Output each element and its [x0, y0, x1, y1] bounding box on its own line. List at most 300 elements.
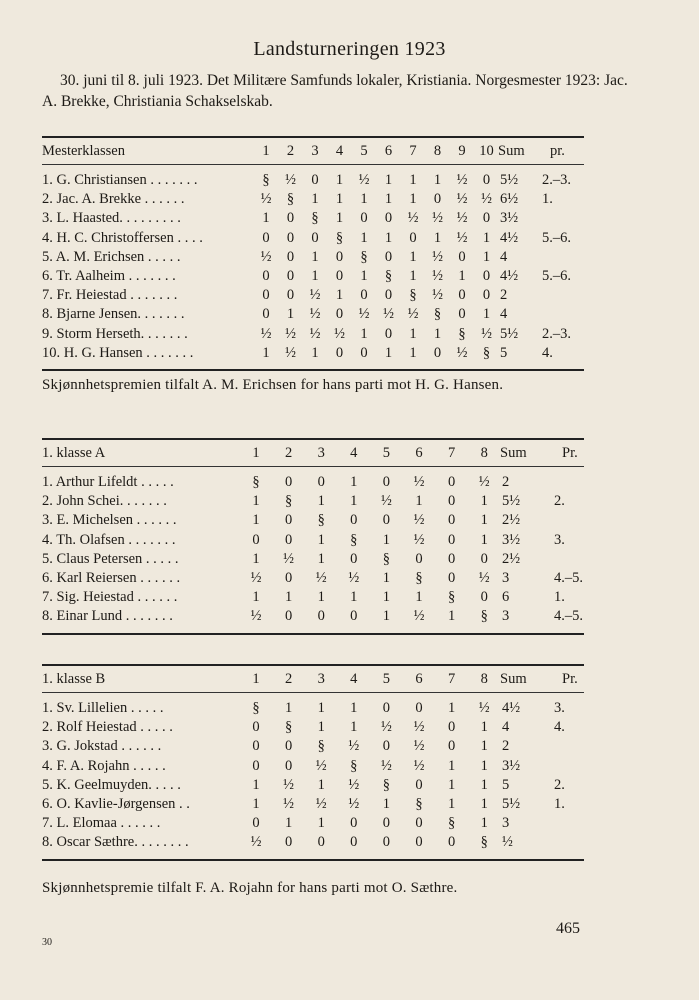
page-number: 465 [556, 920, 580, 937]
table-row [42, 171, 584, 190]
result-cell: ½ [407, 210, 419, 227]
sum-header: Sum [500, 671, 527, 687]
player-sum: 5½ [500, 325, 519, 342]
player-place: 5.–6. [542, 267, 571, 284]
result-cell: ½ [283, 550, 295, 567]
result-cell: 0 [458, 248, 466, 265]
result-cell: 1 [458, 267, 466, 284]
result-cell: ½ [334, 325, 345, 342]
player-place: 3. [554, 531, 565, 548]
intro-paragraph: 30. juni til 8. juli 1923. Det Militære Samfunds lokaler, Kristiania. Norgesmester 1923: Jac. A. Brekke, Christiania Schakselskab. [42, 72, 628, 110]
result-cell: 0 [284, 512, 293, 529]
table-row [42, 267, 584, 286]
result-cell: § [480, 608, 488, 625]
result-cell: 0 [284, 531, 293, 548]
player-sum: 2½ [502, 550, 521, 567]
player-name: 5. A. M. Erichsen . . . . . [42, 248, 181, 265]
column-header: 7 [447, 671, 456, 687]
result-cell: 0 [317, 474, 325, 490]
result-cell: 1 [384, 229, 393, 246]
result-cell: ½ [413, 608, 425, 625]
result-cell: 0 [335, 306, 344, 323]
result-cell: 0 [360, 287, 368, 304]
result-cell: 0 [480, 550, 488, 567]
result-cell: 0 [284, 474, 293, 490]
player-sum: 4 [500, 306, 508, 323]
table-heading: 1. klasse A [42, 445, 106, 461]
result-cell: 0 [447, 550, 456, 567]
player-name: 2. John Schei. . . . . . . [42, 493, 167, 510]
result-cell: § [382, 776, 391, 793]
result-cell: 1 [252, 512, 260, 529]
result-cell: ½ [260, 191, 272, 208]
result-cell: 0 [262, 306, 270, 323]
column-header: 2 [284, 671, 293, 687]
result-cell: 1 [360, 229, 368, 246]
result-cell: 0 [360, 344, 368, 361]
result-cell: 1 [482, 248, 491, 265]
result-cell: 1 [317, 531, 325, 548]
player-place: 4. [542, 344, 553, 361]
result-cell: ½ [285, 344, 296, 361]
result-cell: 0 [286, 248, 295, 265]
player-name: 4. H. C. Christoffersen . . . . [42, 229, 203, 246]
result-cell: ½ [260, 248, 272, 265]
player-name: 4. F. A. Rojahn . . . . . [42, 757, 166, 774]
result-cell: ½ [413, 474, 425, 490]
player-name: 8. Oscar Sæthre. . . . . . . . [42, 834, 189, 851]
result-cell: 0 [382, 512, 391, 529]
result-cell: 0 [284, 757, 293, 774]
result-cell: 1 [480, 493, 488, 510]
column-header: 9 [458, 143, 466, 159]
result-cell: 0 [284, 608, 293, 625]
table-row [42, 607, 584, 626]
result-cell: 1 [447, 700, 456, 716]
result-cell: ½ [432, 267, 443, 284]
beauty-prize-note-master: Skjønnhetspremien tilfalt A. M. Erichsen for hans parti mot H. G. Hansen. [42, 377, 504, 393]
player-sum: 4½ [500, 267, 519, 284]
result-cell: 1 [317, 493, 325, 510]
result-cell: 0 [350, 608, 358, 625]
result-cell: 1 [335, 210, 344, 227]
result-cell: ½ [456, 229, 468, 246]
result-cell: 0 [252, 531, 260, 548]
result-cell: 0 [447, 512, 456, 529]
result-cell: 0 [311, 172, 319, 188]
result-cell: ½ [413, 531, 425, 548]
result-cell: 1 [480, 815, 488, 832]
result-cell: 1 [350, 700, 358, 716]
result-cell: ½ [315, 757, 327, 774]
column-header: 6 [415, 671, 423, 687]
result-cell: 1 [252, 493, 260, 510]
table-row [42, 531, 584, 550]
player-name: 6. Tr. Aalheim . . . . . . . [42, 267, 176, 284]
result-cell: 1 [480, 512, 488, 529]
result-cell: ½ [250, 834, 262, 851]
result-cell: ½ [432, 287, 443, 304]
table-row [42, 511, 584, 530]
result-cell: 0 [433, 191, 442, 208]
result-cell: 0 [252, 719, 260, 736]
table-row [42, 814, 584, 833]
result-cell: 0 [284, 834, 293, 851]
result-cell: 0 [447, 834, 456, 851]
table-row [42, 492, 584, 511]
table-row [42, 305, 584, 324]
result-cell: 1 [350, 474, 358, 490]
result-cell: 0 [350, 834, 358, 851]
result-cell: 1 [311, 267, 319, 284]
result-cell: § [360, 248, 368, 265]
player-name: 8. Bjarne Jensen. . . . . . . [42, 306, 185, 323]
result-cell: 1 [284, 815, 293, 832]
result-cell: 0 [482, 210, 491, 227]
result-cell: 1 [409, 248, 417, 265]
place-header: Pr. [562, 671, 578, 687]
result-cell: ½ [348, 738, 360, 755]
result-cell: 1 [382, 589, 391, 606]
place-header: pr. [550, 143, 565, 159]
result-cell: ½ [309, 287, 321, 304]
place-header: Pr. [562, 445, 578, 461]
result-cell: 1 [262, 210, 270, 227]
player-sum: 3½ [500, 210, 519, 227]
result-cell: 1 [447, 795, 456, 812]
player-sum: 5½ [502, 795, 521, 812]
player-sum: 2 [502, 738, 510, 755]
result-cell: 1 [482, 229, 491, 246]
result-cell: § [384, 267, 393, 284]
table-row [42, 795, 584, 814]
result-cell: § [480, 834, 488, 851]
result-cell: ½ [285, 325, 296, 342]
result-cell: § [409, 287, 417, 304]
result-cell: § [262, 172, 270, 188]
result-cell: 0 [447, 531, 456, 548]
result-cell: 0 [262, 267, 270, 284]
sum-header: Sum [498, 143, 525, 159]
result-cell: 0 [286, 287, 295, 304]
result-cell: § [317, 512, 325, 529]
result-cell: § [433, 306, 442, 323]
result-cell: ½ [358, 306, 370, 323]
player-place: 2.–3. [542, 172, 571, 188]
result-cell: 0 [286, 210, 295, 227]
column-header: 6 [415, 445, 423, 461]
table-row [42, 325, 584, 344]
result-cell: 1 [317, 815, 325, 832]
result-cell: 0 [335, 267, 344, 284]
result-cell: 0 [447, 719, 456, 736]
player-name: 1. G. Christiansen . . . . . . . [42, 172, 198, 188]
result-cell: 1 [447, 608, 456, 625]
result-cell: 1 [409, 344, 417, 361]
table-heading: 1. klasse B [42, 671, 106, 687]
player-name: 7. L. Elomaa . . . . . . [42, 815, 161, 832]
result-cell: 1 [317, 700, 325, 716]
result-cell: 0 [284, 569, 293, 586]
result-cell: 1 [409, 267, 417, 284]
result-cell: ½ [380, 493, 392, 510]
result-cell: 1 [252, 776, 260, 793]
player-name: 6. Karl Reiersen . . . . . . [42, 569, 181, 586]
result-cell: ½ [478, 569, 490, 586]
result-cell: 0 [350, 512, 358, 529]
result-cell: 0 [252, 815, 260, 832]
result-cell: ½ [285, 172, 296, 188]
result-cell: 1 [252, 589, 260, 606]
result-cell: 1 [480, 531, 488, 548]
result-cell: ½ [348, 776, 360, 793]
column-header: 7 [409, 143, 417, 159]
result-cell: 1 [311, 248, 319, 265]
result-cell: 1 [382, 569, 391, 586]
result-cell: 1 [409, 172, 417, 188]
result-cell: 1 [335, 191, 344, 208]
result-cell: § [415, 795, 423, 812]
result-cell: 0 [335, 344, 344, 361]
result-cell: 0 [447, 738, 456, 755]
player-sum: 3 [502, 815, 510, 832]
player-sum: 2 [502, 474, 510, 490]
result-cell: 1 [286, 306, 295, 323]
player-name: 9. Storm Herseth. . . . . . . [42, 325, 188, 342]
player-name: 1. Sv. Lillelien . . . . . [42, 700, 164, 716]
table-row [42, 718, 584, 737]
result-cell: 0 [317, 608, 325, 625]
player-place: 1. [554, 589, 565, 606]
result-cell: 1 [433, 229, 442, 246]
result-cell: 1 [360, 267, 368, 284]
column-header: 4 [350, 445, 358, 461]
result-cell: § [350, 757, 358, 774]
player-name: 6. O. Kavlie-Jørgensen . . [42, 795, 190, 812]
column-header: 6 [384, 143, 393, 159]
result-cell: 0 [384, 210, 393, 227]
result-cell: 0 [384, 287, 393, 304]
column-header: 3 [317, 671, 325, 687]
player-name: 3. L. Haasted. . . . . . . . . [42, 210, 181, 227]
column-header: 5 [360, 143, 368, 159]
player-place: 2. [554, 493, 565, 510]
result-cell: ½ [456, 210, 468, 227]
column-header: 1 [262, 143, 270, 159]
result-cell: 1 [447, 776, 456, 793]
signature-mark: 30 [42, 937, 52, 948]
result-cell: 0 [252, 757, 260, 774]
table-row [42, 737, 584, 756]
result-cell: ½ [315, 569, 327, 586]
result-cell: 1 [317, 719, 325, 736]
result-cell: § [335, 229, 344, 246]
table-row [42, 757, 584, 776]
result-cell: ½ [250, 569, 262, 586]
column-header: 8 [480, 671, 488, 687]
table-row [42, 550, 584, 569]
result-cell: 0 [382, 834, 391, 851]
result-cell: 0 [284, 738, 293, 755]
result-cell: 0 [415, 815, 423, 832]
result-cell: 1 [360, 325, 368, 342]
column-header: 8 [480, 445, 488, 461]
result-cell: ½ [456, 172, 468, 188]
result-cell: § [447, 815, 456, 832]
result-cell: ½ [315, 795, 327, 812]
result-cell: 1 [311, 344, 319, 361]
result-cell: § [252, 700, 260, 716]
result-cell: 0 [286, 229, 295, 246]
player-name: 4. Th. Olafsen . . . . . . . [42, 531, 176, 548]
result-cell: 1 [252, 550, 260, 567]
table-bottom-rule [42, 369, 584, 371]
player-place: 3. [554, 700, 565, 716]
result-cell: 0 [286, 267, 295, 284]
result-cell: 1 [409, 191, 417, 208]
player-sum: 5½ [500, 172, 519, 188]
player-sum: 4½ [502, 700, 521, 716]
table-1-klasse-a [42, 438, 584, 635]
player-sum: 4 [500, 248, 508, 265]
player-sum: 2 [500, 287, 508, 304]
result-cell: 0 [382, 738, 391, 755]
column-header: 3 [317, 445, 325, 461]
result-cell: ½ [348, 795, 360, 812]
column-header: 5 [382, 671, 391, 687]
result-cell: 1 [480, 795, 488, 812]
result-cell: 0 [458, 306, 466, 323]
result-cell: ½ [383, 306, 394, 323]
table-row [42, 209, 584, 228]
player-name: 2. Jac. A. Brekke . . . . . . [42, 191, 185, 208]
column-header: 2 [286, 143, 295, 159]
result-cell: 1 [447, 757, 456, 774]
result-cell: § [286, 191, 295, 208]
result-cell: 0 [252, 738, 260, 755]
result-cell: 0 [447, 474, 456, 490]
result-cell: 1 [415, 589, 423, 606]
result-cell: 1 [384, 172, 393, 188]
result-cell: § [311, 210, 319, 227]
result-cell: 0 [262, 229, 270, 246]
result-cell: 1 [382, 795, 391, 812]
result-cell: ½ [358, 172, 370, 188]
result-cell: § [350, 531, 358, 548]
column-header: 8 [433, 143, 442, 159]
result-cell: § [252, 474, 260, 490]
result-cell: 0 [382, 815, 391, 832]
result-cell: 0 [433, 344, 442, 361]
player-place: 2. [554, 776, 565, 793]
player-place: 1. [542, 191, 553, 208]
player-sum: 6½ [500, 191, 519, 208]
result-cell: 0 [415, 834, 423, 851]
result-cell: 0 [350, 815, 358, 832]
table-row [42, 344, 584, 363]
table-row [42, 776, 584, 795]
result-cell: 1 [360, 191, 368, 208]
table-row [42, 833, 584, 852]
result-cell: 0 [360, 210, 368, 227]
result-cell: 0 [350, 550, 358, 567]
result-cell: 1 [480, 757, 488, 774]
player-name: 7. Sig. Heiestad . . . . . . [42, 589, 178, 606]
result-cell: 0 [447, 569, 456, 586]
page-title: Landsturneringen 1923 [253, 38, 446, 60]
column-header: 1 [252, 671, 260, 687]
result-cell: 0 [262, 287, 270, 304]
table-header-row [42, 440, 584, 466]
result-cell: 1 [284, 700, 293, 716]
result-cell: § [447, 589, 456, 606]
result-cell: ½ [481, 191, 492, 208]
player-sum: 3 [502, 569, 510, 586]
table-row [42, 588, 584, 607]
result-cell: 1 [311, 191, 319, 208]
result-cell: ½ [478, 474, 490, 490]
result-cell: ½ [283, 776, 295, 793]
table-row [42, 229, 584, 248]
table-bottom-rule [42, 633, 584, 635]
player-name: 7. Fr. Heiestad . . . . . . . [42, 287, 178, 304]
result-cell: 1 [350, 589, 358, 606]
player-name: 8. Einar Lund . . . . . . . [42, 608, 173, 625]
column-header: 4 [350, 671, 358, 687]
player-sum: 2½ [502, 512, 521, 529]
table-mesterklassen [42, 136, 584, 371]
player-sum: 5 [500, 344, 508, 361]
table-row [42, 699, 584, 718]
result-cell: ½ [413, 512, 425, 529]
result-cell: ½ [481, 325, 492, 342]
result-cell: 0 [382, 474, 391, 490]
result-cell: 1 [415, 493, 423, 510]
result-cell: 1 [317, 589, 325, 606]
column-header: 10 [479, 143, 494, 159]
player-place: 2.–3. [542, 325, 571, 342]
result-cell: ½ [309, 306, 321, 323]
player-sum: 3½ [502, 531, 521, 548]
player-place: 1. [554, 795, 565, 812]
result-cell: ½ [309, 325, 321, 342]
result-cell: § [458, 325, 466, 342]
player-name: 2. Rolf Heiestad . . . . . [42, 719, 173, 736]
result-cell: 1 [335, 172, 344, 188]
result-cell: ½ [380, 719, 392, 736]
table-header-row [42, 666, 584, 692]
result-cell: § [415, 569, 423, 586]
player-place: 4. [554, 719, 565, 736]
result-cell: 1 [480, 738, 488, 755]
result-cell: 0 [317, 834, 325, 851]
result-cell: 1 [382, 531, 391, 548]
result-cell: 0 [382, 700, 391, 716]
table-bottom-rule [42, 859, 584, 861]
result-cell: 1 [480, 776, 488, 793]
result-cell: 1 [262, 344, 270, 361]
result-cell: 0 [415, 776, 423, 793]
result-cell: ½ [456, 344, 468, 361]
player-place: 5.–6. [542, 229, 571, 246]
table-heading: Mesterklassen [42, 143, 125, 159]
result-cell: 0 [409, 229, 417, 246]
result-cell: ½ [432, 248, 443, 265]
column-header: 3 [311, 143, 319, 159]
player-name: 5. Claus Petersen . . . . . [42, 550, 179, 567]
result-cell: 0 [384, 325, 393, 342]
column-header: 5 [382, 445, 391, 461]
